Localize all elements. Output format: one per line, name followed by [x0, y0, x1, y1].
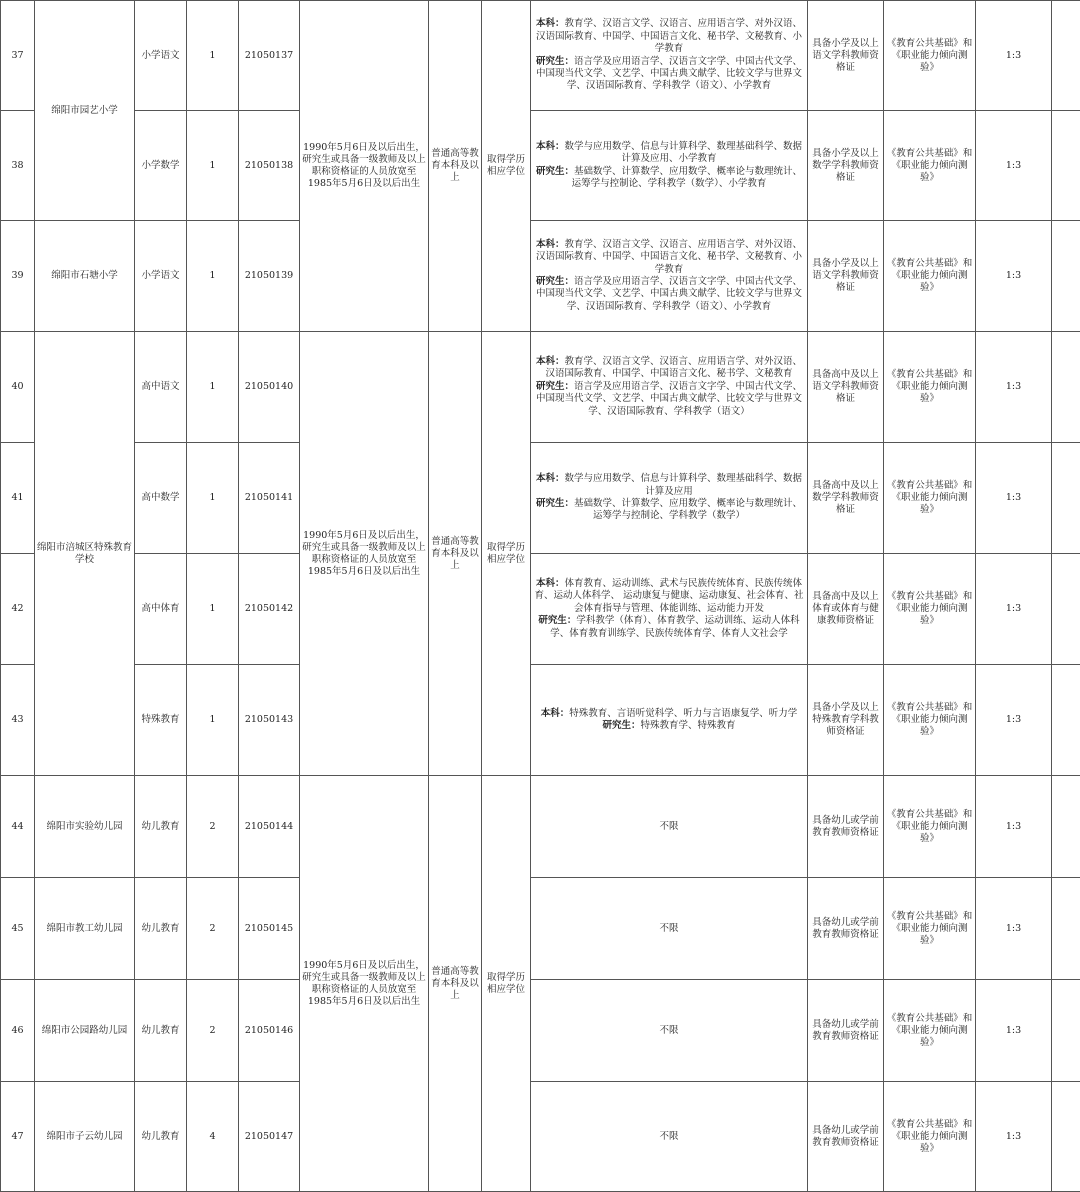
unit-name: 绵阳市实验幼儿园 [35, 776, 135, 878]
row-number: 43 [1, 665, 35, 776]
post-code: 21050137 [239, 1, 300, 111]
post-name: 特殊教育 [135, 665, 187, 776]
post-count: 2 [187, 878, 239, 980]
post-count: 2 [187, 980, 239, 1082]
post-count: 2 [187, 776, 239, 878]
table-row [1, 111, 1080, 221]
table-row [1, 443, 1080, 554]
post-count: 1 [187, 665, 239, 776]
post-name: 幼儿教育 [135, 980, 187, 1082]
major-requirement: 本科：教育学、汉语言文学、汉语言、应用语言学、对外汉语、汉语国际教育、中国学、中国语言文化、秘书学、文秘教育、小学教育 研究生：语言学及应用语言学、汉语言文字学、中国古代文学、中国现当代文学、文艺学、中国古典文献学、比较文学与世界文学、汉语国际教育、学科教学（语文）、小学教育 [531, 1, 808, 111]
exam-ratio: 1:3 [976, 878, 1052, 980]
exam-ratio: 1:3 [976, 332, 1052, 443]
certificate-requirement: 具备小学及以上语文学科教师资格证 [808, 221, 884, 332]
remark-cell [1052, 221, 1080, 332]
post-code: 21050138 [239, 111, 300, 221]
exam-subject: 《教育公共基础》和《职业能力倾向测验》 [884, 980, 976, 1082]
exam-ratio: 1:3 [976, 221, 1052, 332]
education-requirement: 普通高等教育本科及以上 [429, 1, 482, 332]
post-count: 1 [187, 221, 239, 332]
row-number: 40 [1, 332, 35, 443]
exam-ratio: 1:3 [976, 665, 1052, 776]
exam-ratio: 1:3 [976, 980, 1052, 1082]
remark-cell [1052, 878, 1080, 980]
post-count: 1 [187, 554, 239, 665]
exam-subject: 《教育公共基础》和《职业能力倾向测验》 [884, 1, 976, 111]
row-number: 39 [1, 221, 35, 332]
certificate-requirement: 具备高中及以上体育或体育与健康教师资格证 [808, 554, 884, 665]
age-requirement: 1990年5月6日及以后出生，研究生或具备一级教师及以上职称资格证的人员放宽至1985年5月6日及以后出生 [300, 1, 429, 332]
certificate-requirement: 具备小学及以上特殊教育学科教师资格证 [808, 665, 884, 776]
exam-subject: 《教育公共基础》和《职业能力倾向测验》 [884, 1082, 976, 1192]
row-number: 45 [1, 878, 35, 980]
table-row [1, 554, 1080, 665]
major-requirement: 本科：特殊教育、言语听觉科学、听力与言语康复学、听力学 研究生：特殊教育学、特殊教育 [531, 665, 808, 776]
table-row [1, 1082, 1080, 1192]
post-name: 幼儿教育 [135, 1082, 187, 1192]
unit-name: 绵阳市教工幼儿园 [35, 878, 135, 980]
post-count: 1 [187, 443, 239, 554]
unit-name: 绵阳市公园路幼儿园 [35, 980, 135, 1082]
exam-ratio: 1:3 [976, 1082, 1052, 1192]
exam-ratio: 1:3 [976, 443, 1052, 554]
unit-name: 绵阳市石塘小学 [35, 221, 135, 332]
major-requirement: 不限 [531, 980, 808, 1082]
exam-subject: 《教育公共基础》和《职业能力倾向测验》 [884, 221, 976, 332]
exam-ratio: 1:3 [976, 1, 1052, 111]
exam-subject: 《教育公共基础》和《职业能力倾向测验》 [884, 332, 976, 443]
age-requirement: 1990年5月6日及以后出生，研究生或具备一级教师及以上职称资格证的人员放宽至1985年5月6日及以后出生 [300, 776, 429, 1192]
post-count: 1 [187, 332, 239, 443]
post-code: 21050141 [239, 443, 300, 554]
certificate-requirement: 具备高中及以上数学学科教师资格证 [808, 443, 884, 554]
education-requirement: 普通高等教育本科及以上 [429, 776, 482, 1192]
exam-subject: 《教育公共基础》和《职业能力倾向测验》 [884, 443, 976, 554]
certificate-requirement: 具备高中及以上语文学科教师资格证 [808, 332, 884, 443]
major-requirement: 不限 [531, 776, 808, 878]
major-requirement: 不限 [531, 1082, 808, 1192]
certificate-requirement: 具备小学及以上语文学科教师资格证 [808, 1, 884, 111]
certificate-requirement: 具备小学及以上数学学科教师资格证 [808, 111, 884, 221]
row-number: 44 [1, 776, 35, 878]
row-number: 38 [1, 111, 35, 221]
certificate-requirement: 具备幼儿或学前教育教师资格证 [808, 776, 884, 878]
age-requirement: 1990年5月6日及以后出生，研究生或具备一级教师及以上职称资格证的人员放宽至1985年5月6日及以后出生 [300, 332, 429, 776]
major-requirement: 本科：数学与应用数学、信息与计算科学、数理基础科学、数据计算及应用 研究生：基础数学、计算数学、应用数学、概率论与数理统计、运筹学与控制论、学科教学（数学） [531, 443, 808, 554]
row-number: 47 [1, 1082, 35, 1192]
post-name: 幼儿教育 [135, 776, 187, 878]
post-code: 21050145 [239, 878, 300, 980]
post-code: 21050143 [239, 665, 300, 776]
exam-ratio: 1:3 [976, 111, 1052, 221]
post-code: 21050139 [239, 221, 300, 332]
row-number: 37 [1, 1, 35, 111]
post-code: 21050144 [239, 776, 300, 878]
exam-subject: 《教育公共基础》和《职业能力倾向测验》 [884, 776, 976, 878]
table-row [1, 221, 1080, 332]
remark-cell [1052, 776, 1080, 878]
remark-cell [1052, 980, 1080, 1082]
post-code: 21050142 [239, 554, 300, 665]
remark-cell [1052, 111, 1080, 221]
table-row [1, 665, 1080, 776]
post-name: 小学语文 [135, 1, 187, 111]
table-row [1, 776, 1080, 878]
exam-subject: 《教育公共基础》和《职业能力倾向测验》 [884, 554, 976, 665]
major-requirement: 不限 [531, 878, 808, 980]
unit-name: 绵阳市涪城区特殊教育学校 [35, 332, 135, 776]
post-code: 21050146 [239, 980, 300, 1082]
degree-requirement: 取得学历相应学位 [482, 1, 531, 332]
post-name: 高中语文 [135, 332, 187, 443]
post-code: 21050147 [239, 1082, 300, 1192]
post-name: 小学语文 [135, 221, 187, 332]
table-row [1, 878, 1080, 980]
certificate-requirement: 具备幼儿或学前教育教师资格证 [808, 980, 884, 1082]
degree-requirement: 取得学历相应学位 [482, 776, 531, 1192]
remark-cell [1052, 332, 1080, 443]
education-requirement: 普通高等教育本科及以上 [429, 332, 482, 776]
exam-subject: 《教育公共基础》和《职业能力倾向测验》 [884, 665, 976, 776]
row-number: 41 [1, 443, 35, 554]
major-requirement: 本科：教育学、汉语言文学、汉语言、应用语言学、对外汉语、汉语国际教育、中国学、中国语言文化、秘书学、文秘教育、小学教育 研究生：语言学及应用语言学、汉语言文字学、中国古代文学、中国现当代文学、文艺学、中国古典文献学、比较文学与世界文学、汉语国际教育、学科教学（语文）、小学教育 [531, 221, 808, 332]
exam-ratio: 1:3 [976, 554, 1052, 665]
table-row [1, 1, 1080, 111]
certificate-requirement: 具备幼儿或学前教育教师资格证 [808, 878, 884, 980]
remark-cell [1052, 665, 1080, 776]
post-count: 4 [187, 1082, 239, 1192]
major-requirement: 本科：体育教育、运动训练、武术与民族传统体育、民族传统体育、运动人体科学、 运动康复与健康、运动康复、社会体育、社会体育指导与管理、体能训练、运动能力开发 研究生：学科教学（体育）、体育教学、运动训练、运动人体科学、体育教育训练学、民族传统体育学、体育人文社会学 [531, 554, 808, 665]
table-row [1, 332, 1080, 443]
unit-name: 绵阳市园艺小学 [35, 1, 135, 221]
remark-cell [1052, 1082, 1080, 1192]
remark-cell [1052, 443, 1080, 554]
table-row [1, 980, 1080, 1082]
exam-subject: 《教育公共基础》和《职业能力倾向测验》 [884, 111, 976, 221]
row-number: 42 [1, 554, 35, 665]
exam-ratio: 1:3 [976, 776, 1052, 878]
major-requirement: 本科：数学与应用数学、信息与计算科学、数理基础科学、数据计算及应用、小学教育 研究生：基础数学、计算数学、应用数学、概率论与数理统计、运筹学与控制论、学科教学（数学）、小学教育 [531, 111, 808, 221]
exam-subject: 《教育公共基础》和《职业能力倾向测验》 [884, 878, 976, 980]
post-name: 高中体育 [135, 554, 187, 665]
certificate-requirement: 具备幼儿或学前教育教师资格证 [808, 1082, 884, 1192]
post-code: 21050140 [239, 332, 300, 443]
remark-cell [1052, 554, 1080, 665]
remark-cell [1052, 1, 1080, 111]
post-name: 幼儿教育 [135, 878, 187, 980]
unit-name: 绵阳市子云幼儿园 [35, 1082, 135, 1192]
post-name: 高中数学 [135, 443, 187, 554]
degree-requirement: 取得学历相应学位 [482, 332, 531, 776]
post-name: 小学数学 [135, 111, 187, 221]
post-count: 1 [187, 111, 239, 221]
major-requirement: 本科：教育学、汉语言文学、汉语言、应用语言学、对外汉语、汉语国际教育、中国学、中国语言文化、秘书学、文秘教育 研究生：语言学及应用语言学、汉语言文字学、中国古代文学、中国现当代文学、文艺学、中国古典文献学、比较文学与世界文学、汉语国际教育、学科教学（语文） [531, 332, 808, 443]
row-number: 46 [1, 980, 35, 1082]
post-count: 1 [187, 1, 239, 111]
